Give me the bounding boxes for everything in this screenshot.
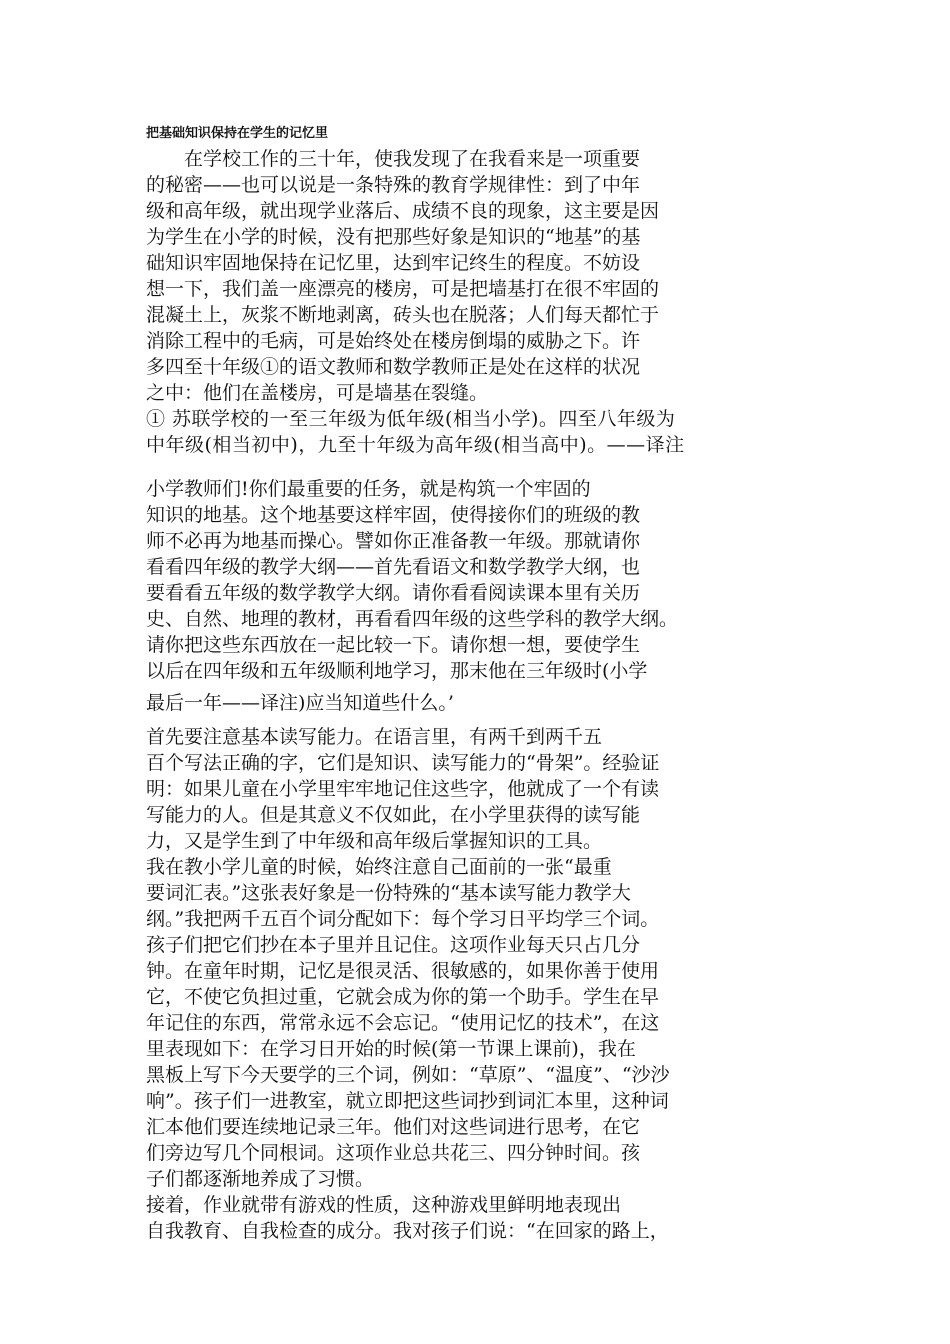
document-title: 把基础知识保持在学生的记忆里 bbox=[146, 126, 329, 141]
text-line: 史、自然、地理的教材，再看看四年级的这些学科的教学大纲。 bbox=[146, 608, 679, 630]
text-line: 它，不使它负担过重，它就会成为你的第一个助手。学生在早 bbox=[146, 986, 660, 1008]
paragraph-opening bbox=[146, 146, 659, 406]
text-line: 年记住的东西，常常永远不会忘记。“使用记忆的技术”，在这 bbox=[146, 1012, 660, 1034]
text-line: 之中：他们在盖楼房，可是墙基在裂缝。 bbox=[146, 382, 489, 404]
footnote-line: 中年级(相当初中)，九至十年级为高年级(相当高中)。——译注 bbox=[146, 434, 685, 456]
text-line: 纲。”我把两千五百个词分配如下：每个学习日平均学三个词。 bbox=[146, 908, 660, 930]
text-line: 里表现如下：在学习日开始的时候(第一节课上课前)，我在 bbox=[146, 1038, 636, 1060]
text-line: 自我教育、自我检查的成分。我对孩子们说：“在回家的路上， bbox=[146, 1220, 669, 1242]
text-line: 师不必再为地基而操心。譬如你正准备教一年级。那就请你 bbox=[146, 530, 641, 552]
paragraph-reading-writing bbox=[146, 724, 670, 1244]
text-line: 要词汇表。”这张表好象是一份特殊的“基本读写能力教学大 bbox=[146, 882, 631, 904]
text-line: 级和高年级，就出现学业落后、成绩不良的现象，这主要是因 bbox=[146, 200, 660, 222]
text-line: 消除工程中的毛病，可是始终处在楼房倒塌的威胁之下。许 bbox=[146, 330, 641, 352]
text-line: 写能力的人。但是其意义不仅如此，在小学里获得的读写能 bbox=[146, 804, 641, 826]
text-line: 最后一年——译注)应当知道些什么。’ bbox=[146, 692, 454, 714]
text-line: 以后在四年级和五年级顺利地学习，那末他在三年级时(小学 bbox=[146, 660, 648, 682]
text-line: 要看看五年级的数学教学大纲。请你看看阅读课本里有关历 bbox=[146, 582, 641, 604]
text-line: 孩子们把它们抄在本子里并且记住。这项作业每天只占几分 bbox=[146, 934, 641, 956]
paragraph-primary-teachers bbox=[146, 476, 678, 684]
paragraph-primary-teachers-end bbox=[146, 690, 454, 716]
text-line: 的秘密——也可以说是一条特殊的教育学规律性：到了中年 bbox=[146, 174, 641, 196]
translator-footnote bbox=[146, 406, 685, 458]
text-line: 们旁边写几个同根词。这项作业总共花三、四分钟时间。孩 bbox=[146, 1142, 641, 1164]
text-line: 子们都逐渐地养成了习惯。 bbox=[146, 1168, 375, 1190]
text-line: 请你把这些东西放在一起比较一下。请你想一想，要使学生 bbox=[146, 634, 641, 656]
text-line: 我在教小学儿童的时候，始终注意自己面前的一张“最重 bbox=[146, 856, 612, 878]
text-line: 小学教师们!你们最重要的任务，就是构筑一个牢固的 bbox=[146, 478, 591, 500]
text-line: 想一下，我们盖一座漂亮的楼房，可是把墙基打在很不牢固的 bbox=[146, 278, 660, 300]
text-line: 础知识牢固地保持在记忆里，达到牢记终生的程度。不妨设 bbox=[146, 252, 641, 274]
text-line: 钟。在童年时期，记忆是很灵活、很敏感的，如果你善于使用 bbox=[146, 960, 660, 982]
text-line: 混凝土上，灰浆不断地剥离，砖头也在脱落；人们每天都忙于 bbox=[146, 304, 660, 326]
text-line: 看看四年级的教学大纲——首先看语文和数学教学大纲，也 bbox=[146, 556, 641, 578]
text-line: 接着，作业就带有游戏的性质，这种游戏里鲜明地表现出 bbox=[146, 1194, 622, 1216]
text-line: 在学校工作的三十年，使我发现了在我看来是一项重要 bbox=[146, 148, 641, 170]
text-line: 知识的地基。这个地基要这样牢固，使得接你们的班级的教 bbox=[146, 504, 641, 526]
text-line: 为学生在小学的时候，没有把那些好象是知识的“地基”的基 bbox=[146, 226, 641, 248]
text-line: 响”。孩子们一进教室，就立即把这些词抄到词汇本里，这种词 bbox=[146, 1090, 669, 1112]
text-line: 首先要注意基本读写能力。在语言里，有两千到两千五 bbox=[146, 726, 603, 748]
text-line: 百个写法正确的字，它们是知识、读写能力的“骨架”。经验证 bbox=[146, 752, 660, 774]
text-line: 汇本他们要连续地记录三年。他们对这些词进行思考，在它 bbox=[146, 1116, 641, 1138]
text-line: 多四至十年级①的语文教师和数学教师正是处在这样的状况 bbox=[146, 356, 641, 378]
footnote-line: ① 苏联学校的一至三年级为低年级(相当小学)。四至八年级为 bbox=[146, 408, 676, 430]
text-line: 黑板上写下今天要学的三个词，例如：“草原”、“温度”、“沙沙 bbox=[146, 1064, 670, 1086]
text-line: 明：如果儿童在小学里牢牢地记住这些字，他就成了一个有读 bbox=[146, 778, 660, 800]
text-line: 力，又是学生到了中年级和高年级后掌握知识的工具。 bbox=[146, 830, 603, 852]
